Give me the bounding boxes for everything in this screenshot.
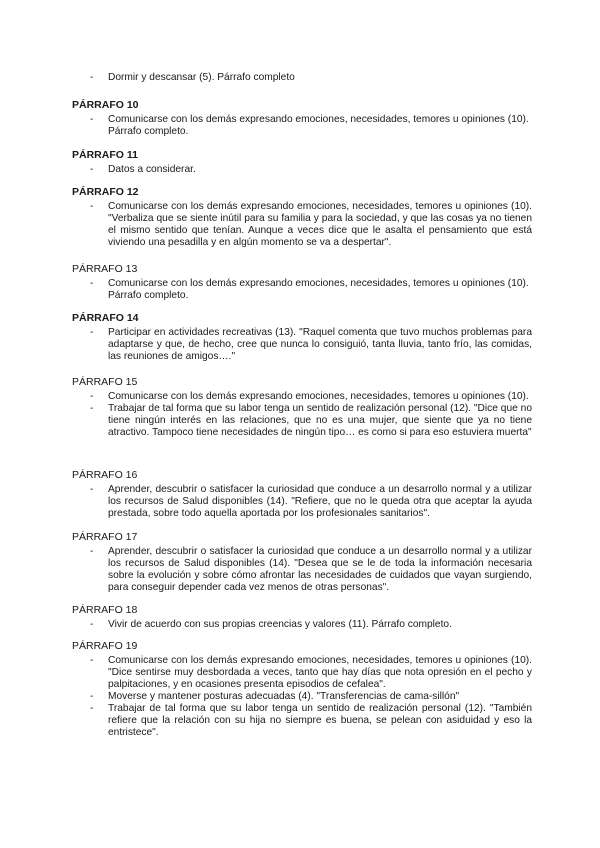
- list-item-text: Datos a considerar.: [108, 164, 196, 175]
- bullet-list: [72, 327, 532, 363]
- list-item: [72, 114, 532, 138]
- bullet-dash: -: [90, 72, 94, 83]
- bullet-dash: -: [90, 164, 94, 175]
- bullet-list: [72, 72, 532, 84]
- bullet-list: [72, 619, 532, 631]
- list-item-text: Comunicarse con los demás expresando emociones, necesidades, temores u opiniones (10).: [108, 391, 529, 402]
- list-item: [72, 703, 532, 739]
- bullet-list: [72, 391, 532, 439]
- list-item: [72, 327, 532, 363]
- section-parrafo-12: [72, 186, 532, 249]
- list-item-text: Trabajar de tal forma que su labor tenga un sentido de realización personal (12). "Dice que no tiene ningún interés en las relaciones, que no es una mujer, que siente que ya no tiene atractivo. Tampoco tiene necesidades de ningún tipo… es como si para eso estuviera muerta": [108, 403, 532, 438]
- list-item-text: Comunicarse con los demás expresando emociones, necesidades, temores u opiniones (10). "Dice sentirse muy desbordada a veces, tanto que hay días que nota opresión en el pecho y palpitaciones, y en ocasiones presenta episodios de cefalea".: [108, 655, 532, 690]
- bullet-list: [72, 114, 532, 138]
- bullet-dash: -: [90, 278, 94, 289]
- section-parrafo-11: [72, 149, 532, 176]
- list-item: [72, 391, 532, 403]
- list-item-text: Moverse y mantener posturas adecuadas (4). "Transferencias de cama-sillón": [108, 691, 460, 702]
- section-parrafo-16: [72, 469, 532, 520]
- bullet-dash: -: [90, 484, 94, 495]
- bullet-list: [72, 278, 532, 302]
- list-item: [72, 546, 532, 594]
- bullet-dash: -: [90, 327, 94, 338]
- section-parrafo-14: [72, 312, 532, 363]
- section-parrafo-10: [72, 99, 532, 138]
- list-item-text: Aprender, descubrir o satisfacer la curiosidad que conduce a un desarrollo normal y a utilizar los recursos de Salud disponibles (14). "Refiere, que no le queda otra que aceptar la ayuda prestada, sobre todo aquella aportada por los profesionales sanitarios".: [108, 484, 532, 519]
- list-item: [72, 201, 532, 249]
- list-item-text: Aprender, descubrir o satisfacer la curiosidad que conduce a un desarrollo normal y a utilizar los recursos de Salud disponibles (14). "Desea que se le de toda la información necesaria sobre la evolución y sobre cómo afrontar las necesidades de cuidados que vayan surgiendo, para conseguir depender cada vez menos de otras personas".: [108, 546, 532, 593]
- list-item-text: Vivir de acuerdo con sus propias creencias y valores (11). Párrafo completo.: [108, 619, 452, 630]
- section-parrafo-13: [72, 263, 532, 302]
- bullet-list: [72, 164, 532, 176]
- list-item-text: Comunicarse con los demás expresando emociones, necesidades, temores u opiniones (10). Párrafo completo.: [108, 114, 529, 137]
- bullet-dash: -: [90, 391, 94, 402]
- bullet-dash: -: [90, 655, 94, 666]
- section-heading: PÁRRAFO 18: [72, 604, 138, 616]
- bullet-dash: -: [90, 114, 94, 125]
- bullet-list: [72, 546, 532, 594]
- bullet-dash: -: [90, 201, 94, 212]
- list-item: [72, 403, 532, 439]
- list-item-text: Comunicarse con los demás expresando emociones, necesidades, temores u opiniones (10). Párrafo completo.: [108, 278, 529, 301]
- list-item: [72, 484, 532, 520]
- section-parrafo-15: [72, 376, 532, 439]
- bullet-list: [72, 655, 532, 739]
- bullet-dash: -: [90, 403, 94, 414]
- list-item: [72, 72, 532, 84]
- bullet-dash: -: [90, 619, 94, 630]
- section-parrafo-17: [72, 531, 532, 594]
- bullet-dash: -: [90, 546, 94, 557]
- bullet-list: [72, 484, 532, 520]
- section-parrafo-18: [72, 604, 532, 631]
- bullet-dash: -: [90, 691, 94, 702]
- section-heading: PÁRRAFO 17: [72, 531, 138, 543]
- list-item-text: Dormir y descansar (5). Párrafo completo: [108, 72, 295, 83]
- bullet-list: [72, 201, 532, 249]
- section-heading: PÁRRAFO 15: [72, 376, 138, 388]
- section-heading: PÁRRAFO 13: [72, 263, 138, 275]
- section-heading: PÁRRAFO 10: [72, 99, 139, 111]
- section-heading: PÁRRAFO 16: [72, 469, 138, 481]
- list-item-text: Comunicarse con los demás expresando emociones, necesidades, temores u opiniones (10). "Verbaliza que se siente inútil para su familia y para la sociedad, y que las cosas ya no tienen el mismo sentido que tenían. Aunque a veces dice que le asalta el pensamiento que está viviendo una pesadilla y en algún momento se va a despertar".: [108, 201, 532, 248]
- list-item: [72, 691, 532, 703]
- section-heading: PÁRRAFO 14: [72, 312, 139, 324]
- list-item-text: Participar en actividades recreativas (13). "Raquel comenta que tuvo muchos problemas para adaptarse y que, de hecho, cree que nunca lo consiguió, tanta lluvia, tanto frío, las comidas, las reuniones de amigos….": [108, 327, 532, 362]
- list-item: [72, 619, 532, 631]
- list-item: [72, 278, 532, 302]
- bullet-dash: -: [90, 703, 94, 714]
- section-parrafo-19: [72, 640, 532, 739]
- list-item: [72, 164, 532, 176]
- list-item: [72, 655, 532, 691]
- section-heading: PÁRRAFO 19: [72, 640, 138, 652]
- section-continuation: [72, 72, 532, 84]
- section-heading: PÁRRAFO 11: [72, 149, 138, 161]
- section-heading: PÁRRAFO 12: [72, 186, 139, 198]
- list-item-text: Trabajar de tal forma que su labor tenga un sentido de realización personal (12). "También refiere que la relación con su hija no siempre es buena, se pelean con asiduidad y eso la entristece".: [108, 703, 532, 738]
